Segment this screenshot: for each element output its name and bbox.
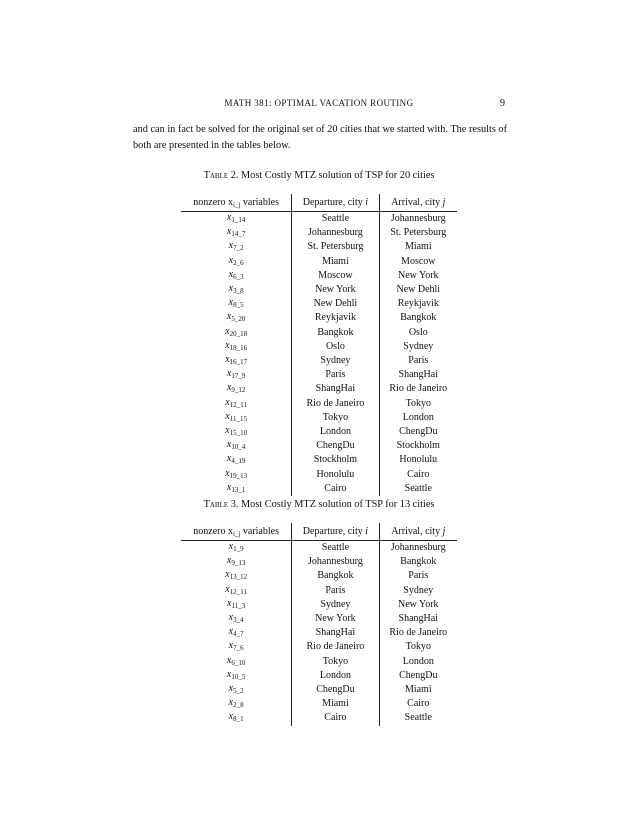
table2 — [181, 194, 457, 496]
departure-cell: St. Petersburg — [292, 240, 379, 254]
departure-cell: Rio de Janeiro — [292, 397, 379, 411]
table3-col-departure-var: i — [365, 526, 369, 537]
table-row — [181, 411, 457, 425]
arrival-cell: Tokyo — [405, 397, 431, 409]
table3-col-variables-sub: i_j — [232, 529, 241, 538]
departure-cell: Sydney — [292, 354, 379, 368]
variable-cell — [181, 311, 292, 325]
table2-header-row — [181, 194, 457, 212]
arrival-cell: Rio de Janeiro — [389, 627, 448, 639]
variable-cell — [181, 226, 292, 240]
departure-cell: London — [292, 425, 379, 439]
variable-subscript: 4_19 — [231, 457, 246, 466]
departure-cell: Bangkok — [292, 569, 379, 583]
variable-symbol: x — [228, 254, 234, 266]
arrival-cell: St. Petersburg — [390, 227, 447, 239]
table-row — [181, 283, 457, 297]
arrival-cell: Paris — [408, 355, 429, 367]
variable-cell — [181, 468, 292, 482]
variable-subscript: 16_17 — [229, 358, 248, 367]
table2-col-departure-text: Departure, city — [302, 197, 366, 208]
departure-cell: Sydney — [292, 598, 379, 612]
departure-cell: London — [292, 669, 379, 683]
arrival-cell: London — [402, 655, 434, 667]
table-row — [181, 697, 457, 711]
departure-cell: New York — [292, 283, 379, 297]
arrival-cell: Sydney — [403, 340, 434, 352]
arrival-cell: ChengDu — [399, 426, 438, 438]
table2-caption-text: Most Costly MTZ solution of TSP for 20 cities — [241, 170, 435, 181]
arrival-cell: New Dehli — [396, 284, 441, 296]
table-row — [181, 269, 457, 283]
variable-symbol: x — [227, 597, 232, 609]
variable-subscript: 14_7 — [231, 230, 246, 239]
arrival-cell: Reykjavik — [397, 298, 439, 310]
variable-cell — [181, 368, 292, 382]
variable-symbol: x — [225, 425, 230, 437]
table3-caption-text: Most Costly MTZ solution of TSP for 13 cities — [241, 499, 435, 510]
body-paragraph: and can in fact be solved for the original set of 20 cities that we started with. The results of both are presented in the tables below. — [133, 124, 507, 151]
departure-cell: Oslo — [292, 340, 379, 354]
table-row — [181, 226, 457, 240]
variable-symbol: x — [225, 583, 230, 595]
table3-col-arrival — [379, 523, 457, 541]
variable-symbol: x — [228, 640, 234, 652]
variable-cell — [181, 683, 292, 697]
departure-cell: Miami — [292, 697, 379, 711]
variable-cell — [181, 482, 292, 496]
variable-subscript: 11_15 — [229, 414, 247, 423]
variable-subscript: 7_6 — [233, 644, 244, 653]
variable-cell — [181, 584, 292, 598]
variable-cell — [181, 340, 292, 354]
variable-symbol: x — [226, 654, 232, 666]
table2-col-departure — [292, 194, 379, 212]
variable-subscript: 13_12 — [229, 573, 248, 582]
variable-cell — [181, 425, 292, 439]
table2-col-departure-var: i — [365, 197, 369, 208]
variable-subscript: 9_13 — [231, 559, 246, 568]
table3-col-departure-text: Departure, city — [302, 526, 366, 537]
variable-subscript: 10_4 — [231, 443, 246, 452]
arrival-cell: Cairo — [407, 698, 430, 710]
table-row — [181, 354, 457, 368]
table-row — [181, 240, 457, 254]
arrival-cell: Bangkok — [400, 312, 437, 324]
arrival-cell: ShangHai — [398, 369, 438, 381]
variable-symbol: x — [228, 283, 234, 295]
variable-subscript: 10_5 — [231, 672, 246, 681]
variable-symbol: x — [228, 541, 234, 552]
departure-cell: Seattle — [292, 212, 379, 227]
arrival-cell: Johannesburg — [390, 213, 446, 224]
variable-cell — [181, 411, 292, 425]
departure-cell: Rio de Janeiro — [292, 640, 379, 654]
table2-col-variables — [181, 194, 292, 212]
arrival-cell: New York — [398, 269, 439, 281]
variable-symbol: x — [226, 212, 232, 223]
arrival-cell: Miami — [404, 684, 432, 696]
variable-symbol: x — [225, 339, 230, 351]
variable-cell — [181, 626, 292, 640]
table2-col-arrival — [379, 194, 457, 212]
table-row — [181, 468, 457, 482]
variable-cell — [181, 711, 292, 725]
table-row — [181, 541, 457, 556]
variable-cell — [181, 655, 292, 669]
variable-cell — [181, 439, 292, 453]
table-row — [181, 584, 457, 598]
variable-subscript: 9_12 — [231, 386, 246, 395]
arrival-cell: Stockholm — [396, 440, 440, 452]
variable-subscript: 3_4 — [233, 616, 244, 625]
variable-symbol: x — [228, 626, 234, 638]
table-row — [181, 311, 457, 325]
departure-cell: ChengDu — [292, 439, 379, 453]
table-row — [181, 669, 457, 683]
variable-symbol: x — [226, 453, 232, 465]
table2-col-variables-sub: i_j — [232, 200, 241, 209]
variable-symbol: x — [225, 396, 230, 408]
variable-cell — [181, 640, 292, 654]
variable-symbol: x — [228, 612, 234, 624]
table-row — [181, 598, 457, 612]
table3-col-arrival-var: j — [442, 526, 446, 537]
variable-subscript: 19_13 — [229, 471, 248, 480]
departure-cell: Paris — [292, 584, 379, 598]
table2-body — [181, 212, 457, 497]
variable-cell — [181, 697, 292, 711]
variable-cell — [181, 397, 292, 411]
variable-cell — [181, 541, 292, 556]
variable-symbol: x — [228, 711, 234, 723]
table2-col-arrival-text: Arrival, city — [391, 197, 443, 208]
variable-subscript: 17_9 — [231, 372, 246, 381]
variable-cell — [181, 598, 292, 612]
variable-subscript: 12_11 — [229, 587, 247, 596]
variable-symbol: x — [225, 354, 230, 366]
table-row — [181, 382, 457, 396]
variable-cell — [181, 269, 292, 283]
arrival-cell: Seattle — [404, 482, 432, 494]
table3-col-departure — [292, 523, 379, 541]
variable-subscript: 5_20 — [231, 315, 246, 324]
variable-subscript: 2_6 — [233, 258, 244, 267]
table3-caption — [0, 499, 638, 510]
variable-subscript: 13_1 — [231, 485, 246, 494]
table3-col-variables — [181, 523, 292, 541]
variable-subscript: 3_8 — [233, 287, 244, 296]
table3-col-variables-pre: nonzero x — [193, 525, 233, 537]
table3-label: Table 3. — [203, 499, 239, 510]
page-number: 9 — [500, 98, 506, 109]
departure-cell: Paris — [292, 368, 379, 382]
variable-symbol: x — [226, 481, 232, 493]
variable-subscript: 4_7 — [233, 630, 244, 639]
variable-symbol: x — [228, 697, 234, 709]
table-row — [181, 340, 457, 354]
table3-col-variables-post: variables — [240, 525, 279, 537]
table2-col-variables-post: variables — [240, 196, 279, 208]
table-row — [181, 212, 457, 227]
arrival-cell: Paris — [408, 570, 429, 582]
departure-cell: Bangkok — [292, 326, 379, 340]
table-row — [181, 626, 457, 640]
variable-cell — [181, 669, 292, 683]
variable-subscript: 20_18 — [229, 329, 248, 338]
arrival-cell: Miami — [404, 241, 432, 253]
table-row — [181, 425, 457, 439]
variable-subscript: 8_1 — [233, 715, 244, 724]
variable-subscript: 8_5 — [233, 301, 244, 310]
variable-cell — [181, 354, 292, 368]
variable-symbol: x — [226, 311, 232, 323]
arrival-cell: Oslo — [408, 326, 428, 338]
variable-subscript: 18_16 — [229, 343, 248, 352]
variable-subscript: 5_2 — [233, 687, 244, 696]
table3 — [181, 523, 457, 726]
variable-symbol: x — [228, 268, 234, 280]
departure-cell: Seattle — [292, 541, 379, 556]
variable-cell — [181, 212, 292, 227]
variable-symbol: x — [228, 240, 234, 252]
arrival-cell: Cairo — [407, 468, 430, 480]
table-row — [181, 612, 457, 626]
variable-symbol: x — [226, 382, 232, 394]
variable-symbol: x — [225, 467, 230, 479]
table-row — [181, 326, 457, 340]
variable-subscript: 1_14 — [231, 216, 246, 224]
departure-cell: Stockholm — [292, 453, 379, 467]
variable-cell — [181, 326, 292, 340]
table2-label: Table 2. — [203, 170, 239, 181]
arrival-cell: Sydney — [403, 584, 434, 596]
variable-subscript: 6_10 — [231, 658, 246, 667]
arrival-cell: Moscow — [401, 255, 436, 267]
variable-subscript: 11_3 — [231, 601, 246, 610]
variable-symbol: x — [225, 569, 230, 581]
table-row — [181, 569, 457, 583]
variable-subscript: 6_3 — [233, 272, 244, 281]
table-row — [181, 397, 457, 411]
variable-symbol: x — [226, 439, 232, 451]
departure-cell: Miami — [292, 255, 379, 269]
arrival-cell: Tokyo — [405, 641, 431, 653]
table2-caption — [0, 170, 638, 181]
table-row — [181, 683, 457, 697]
variable-symbol: x — [226, 368, 232, 380]
table2-col-arrival-var: j — [442, 197, 446, 208]
variable-cell — [181, 255, 292, 269]
variable-symbol: x — [228, 297, 234, 309]
table-row — [181, 640, 457, 654]
table-row — [181, 482, 457, 496]
table3-header-row — [181, 523, 457, 541]
variable-subscript: 1_9 — [233, 545, 244, 553]
table-row — [181, 453, 457, 467]
header-title: MATH 381: OPTIMAL VACATION ROUTING — [224, 98, 414, 108]
table-row — [181, 655, 457, 669]
arrival-cell: Bangkok — [400, 556, 437, 568]
departure-cell: New Dehli — [292, 297, 379, 311]
variable-symbol: x — [226, 668, 232, 680]
variable-subscript: 2_8 — [233, 701, 244, 710]
table-row — [181, 255, 457, 269]
arrival-cell: ChengDu — [399, 669, 438, 681]
variable-symbol: x — [225, 325, 230, 337]
departure-cell: New York — [292, 612, 379, 626]
departure-cell: Johannesburg — [292, 555, 379, 569]
table3-col-arrival-text: Arrival, city — [391, 526, 443, 537]
table-row — [181, 439, 457, 453]
variable-symbol: x — [228, 683, 234, 695]
arrival-cell: Seattle — [404, 712, 432, 724]
table-row — [181, 555, 457, 569]
arrival-cell: Honolulu — [399, 454, 438, 466]
table-row — [181, 711, 457, 725]
table-row — [181, 368, 457, 382]
departure-cell: Honolulu — [292, 468, 379, 482]
variable-subscript: 15_10 — [229, 429, 248, 438]
arrival-cell: Rio de Janeiro — [389, 383, 448, 395]
variable-cell — [181, 240, 292, 254]
departure-cell: ShangHai — [292, 382, 379, 396]
departure-cell: Cairo — [292, 482, 379, 496]
departure-cell: ShangHai — [292, 626, 379, 640]
departure-cell: ChengDu — [292, 683, 379, 697]
departure-cell: Moscow — [292, 269, 379, 283]
variable-subscript: 12_11 — [229, 400, 247, 409]
table-row — [181, 297, 457, 311]
arrival-cell: London — [402, 411, 434, 423]
variable-symbol: x — [225, 410, 230, 422]
variable-symbol: x — [226, 226, 232, 238]
table3-body — [181, 541, 457, 726]
variable-cell — [181, 612, 292, 626]
variable-cell — [181, 283, 292, 297]
variable-symbol: x — [226, 555, 232, 567]
departure-cell: Johannesburg — [292, 226, 379, 240]
departure-cell: Tokyo — [292, 655, 379, 669]
arrival-cell: Johannesburg — [390, 542, 446, 553]
arrival-cell: ShangHai — [398, 613, 438, 625]
variable-cell — [181, 569, 292, 583]
departure-cell: Cairo — [292, 711, 379, 725]
departure-cell: Tokyo — [292, 411, 379, 425]
departure-cell: Reykjavik — [292, 311, 379, 325]
variable-cell — [181, 555, 292, 569]
variable-subscript: 7_2 — [233, 244, 244, 253]
variable-cell — [181, 382, 292, 396]
arrival-cell: New York — [398, 598, 439, 610]
variable-cell — [181, 297, 292, 311]
variable-cell — [181, 453, 292, 467]
table2-col-variables-pre: nonzero x — [193, 196, 233, 208]
